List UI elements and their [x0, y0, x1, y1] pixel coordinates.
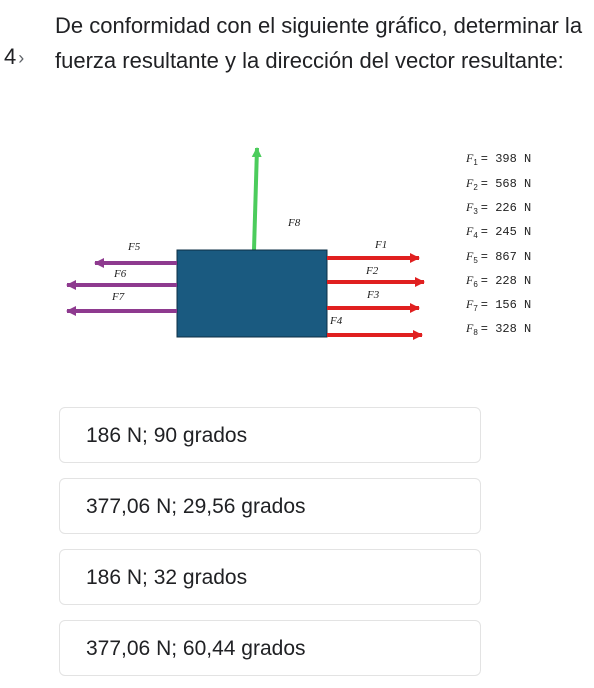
answer-option-4[interactable] [59, 620, 481, 676]
answer-option-3-label: 186 N; 32 grados [86, 566, 248, 589]
chevron-right-icon[interactable]: › [18, 48, 25, 68]
arrow-label-f3: F3 [367, 289, 380, 301]
answer-option-1[interactable] [59, 407, 481, 463]
question-number-text: 4 [4, 44, 17, 69]
force-legend [465, 151, 531, 337]
answer-option-3[interactable] [59, 549, 481, 605]
legend-item-f8: $F_8 = 328$ N [466, 321, 532, 337]
arrow-label-f7: F7 [112, 291, 125, 303]
legend-item-f6: $F_6 = 228$ N [466, 273, 532, 289]
arrow-label-f1: F1 [375, 239, 388, 251]
arrow-label-f5: F5 [128, 241, 141, 253]
legend-item-f2: $F_2 = 568$ N [466, 176, 532, 192]
block [177, 250, 327, 337]
arrow-f8 [254, 148, 257, 250]
force-diagram [62, 140, 552, 350]
answer-option-2-label: 377,06 N; 29,56 grados [86, 495, 306, 518]
answer-option-1-label: 186 N; 90 grados [86, 424, 248, 447]
force-diagram-svg [62, 140, 552, 350]
legend-item-f1: $F_1 = 398$ N [466, 151, 532, 167]
arrow-label-f2: F2 [366, 265, 379, 277]
legend-item-f7: $F_7 = 156$ N [466, 297, 532, 313]
arrow-label-f8: F8 [288, 217, 301, 229]
legend-item-f5: $F_5 = 867$ N [466, 249, 532, 265]
arrow-label-f4: F4 [330, 315, 343, 327]
legend-item-f3: $F_3 = 226$ N [466, 200, 532, 216]
answer-option-2[interactable] [59, 478, 481, 534]
answer-option-4-label: 377,06 N; 60,44 grados [86, 637, 306, 660]
question-number [4, 44, 24, 71]
question-text: De conformidad con el siguiente gráfico, determinar la fuerza resultante y la dirección del vector resultante: [55, 13, 583, 73]
legend-item-f4: $F_4 = 245$ N [466, 224, 532, 240]
arrow-label-f6: F6 [114, 268, 127, 280]
